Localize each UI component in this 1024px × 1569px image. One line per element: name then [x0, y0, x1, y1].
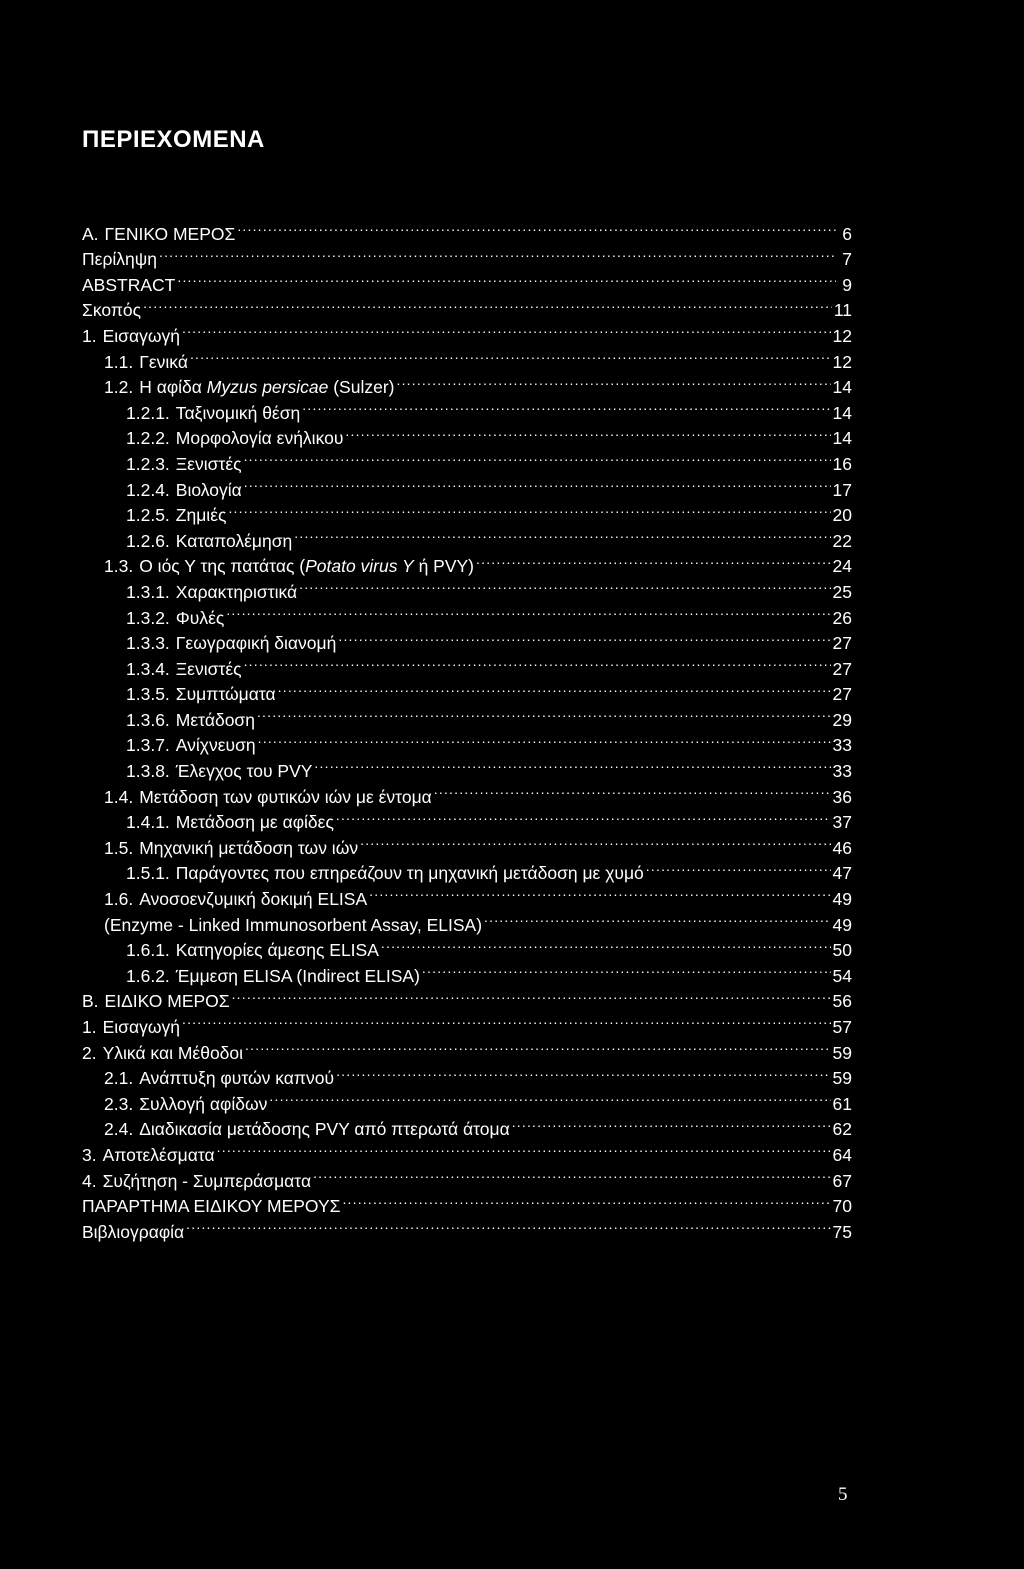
toc-entry-page: 46 — [832, 837, 852, 858]
toc-entry-title-text: Ζημιές — [175, 505, 227, 526]
toc-entry[interactable] — [82, 265, 852, 295]
toc-entry-page: 11 — [833, 300, 852, 321]
toc-entry-number: 1.3.3. — [126, 633, 170, 654]
toc-entry-title — [82, 1143, 215, 1169]
dot-leader — [226, 598, 830, 624]
toc-entry-page: 47 — [832, 863, 852, 884]
toc-entry-title-text: Βιβλιογραφία — [82, 1221, 185, 1242]
toc-entry-page: 50 — [832, 940, 852, 961]
toc-entry-page: 12 — [832, 351, 852, 372]
toc-entry-title-text: Χαρακτηριστικά — [175, 581, 298, 602]
toc-entry-number: 4. — [82, 1170, 97, 1191]
toc-entry-title-text: Ανοσοενζυμική δοκιμή ELISA — [139, 889, 368, 910]
toc-entry[interactable] — [82, 316, 852, 346]
toc-entry-page: 24 — [832, 556, 852, 577]
dot-leader — [294, 521, 830, 547]
dot-leader — [244, 649, 831, 675]
toc-entry-page: 6 — [842, 223, 852, 244]
toc-entry-title-text: ΠΑΡΑΡΤΗΜΑ ΕΙΔΙΚΟΥ ΜΕΡΟΥΣ — [82, 1196, 341, 1217]
toc-entry-title-text: Ανάπτυξη φυτών καπνού — [139, 1068, 335, 1089]
dot-leader — [434, 777, 831, 803]
dot-leader — [396, 368, 830, 394]
dot-leader — [232, 982, 831, 1008]
toc-entry-number: 1.2.5. — [126, 505, 170, 526]
toc-entry-page: 64 — [832, 1144, 852, 1165]
toc-entry[interactable] — [82, 240, 852, 270]
toc-entry-title — [126, 759, 312, 785]
toc-entry-number: 1. — [82, 325, 97, 346]
dot-leader — [422, 956, 831, 982]
toc-entry-title-text: Ανίχνευση — [175, 735, 256, 756]
toc-entry-title-text: Συζήτηση - Συμπεράσματα — [102, 1170, 312, 1191]
toc-entry-number: 2. — [82, 1042, 97, 1063]
toc-entry-title — [82, 324, 180, 350]
dot-leader — [314, 751, 830, 777]
toc-entry-number: 1.3.1. — [126, 581, 170, 602]
toc-entry-number: 1.4. — [104, 786, 134, 807]
toc-entry-page: 62 — [832, 1119, 852, 1140]
toc-entry-title-text: Καταπολέμηση — [175, 530, 293, 551]
toc-entry-title — [104, 836, 358, 862]
toc-entry-title-italic: Potato virus Y — [305, 556, 414, 577]
toc-entry-page: 70 — [832, 1196, 852, 1217]
dot-leader — [177, 265, 836, 291]
toc-entry[interactable] — [82, 1033, 852, 1063]
dot-leader — [381, 931, 831, 957]
toc-entry-title-text: Εισαγωγή — [102, 325, 180, 346]
toc-entry-title-text: Μετάδοση των φυτικών ιών με έντομα — [139, 786, 432, 807]
toc-entry-page: 7 — [842, 249, 852, 270]
dot-leader — [342, 1187, 830, 1213]
page-title: ΠΕΡΙΕΧΟΜΕΝΑ — [82, 126, 265, 153]
toc-entry-title — [82, 1041, 243, 1067]
toc-entry-title — [126, 938, 379, 964]
toc-entry-number: 1.3.2. — [126, 607, 170, 628]
toc-entry-title — [104, 350, 188, 376]
toc-entry-title-text: Ξενιστές — [175, 658, 242, 679]
toc-entry-title — [126, 733, 256, 759]
toc-entry-title — [104, 1092, 267, 1118]
toc-entry-number: 1.3. — [104, 556, 134, 577]
dot-leader — [278, 675, 831, 701]
toc-entry-page: 25 — [832, 581, 852, 602]
toc-entry-page: 49 — [832, 889, 852, 910]
toc-entry-title-text: Μορφολογία ενήλικου — [175, 428, 344, 449]
toc-entry-number: 1.2. — [104, 377, 134, 398]
toc-entry-number: 2.4. — [104, 1119, 134, 1140]
toc-entry-title-text: Γεωγραφική διανομή — [175, 633, 337, 654]
toc-entry-page: 22 — [832, 530, 852, 551]
toc-entry-page: 59 — [832, 1042, 852, 1063]
toc-entry-title-text: ΓΕΝΙΚΟ ΜΕΡΟΣ — [104, 223, 236, 244]
toc-entry-page: 67 — [832, 1170, 852, 1191]
toc-entry[interactable] — [82, 1212, 852, 1242]
toc-entry-page: 33 — [832, 761, 852, 782]
toc-entry-number: 1.3.5. — [126, 684, 170, 705]
toc-entry-number: 3. — [82, 1144, 97, 1165]
toc-entry-number: 1.3.8. — [126, 761, 170, 782]
toc-entry-title-part: (Sulzer) — [328, 377, 395, 398]
toc-entry-number: 1.6.2. — [126, 965, 170, 986]
dot-leader — [646, 854, 831, 880]
toc-entry-title-text: Αποτελέσματα — [102, 1144, 215, 1165]
toc-entry-page: 54 — [832, 965, 852, 986]
toc-entry-title-text: Διαδικασία μετάδοσης PVY από πτερωτά άτομα — [139, 1119, 510, 1140]
toc-entry-title — [104, 887, 367, 913]
toc-entry[interactable] — [82, 291, 852, 321]
dot-leader — [244, 444, 831, 470]
dot-leader — [336, 1059, 830, 1085]
dot-leader — [476, 547, 831, 573]
dot-leader — [338, 624, 830, 650]
toc-entry-title — [126, 810, 334, 836]
dot-leader — [244, 470, 831, 496]
toc-entry-title-text: Μηχανική μετάδοση των ιών — [139, 837, 359, 858]
toc-entry-number: 1.2.6. — [126, 530, 170, 551]
toc-entry-title — [82, 247, 157, 273]
toc-entry-page: 59 — [832, 1068, 852, 1089]
toc-entry-number: Α. — [82, 223, 99, 244]
toc-entry-title-text: Έμμεση ELISA (Indirect ELISA) — [175, 965, 420, 986]
toc-entry-page: 26 — [832, 607, 852, 628]
toc-entry-page: 37 — [832, 812, 852, 833]
toc-entry-number: 1.2.4. — [126, 479, 170, 500]
table-of-contents — [82, 214, 852, 1242]
dot-leader — [143, 291, 832, 317]
dot-leader — [190, 342, 831, 368]
toc-entry-title — [82, 1015, 180, 1041]
toc-entry-number: 1.4.1. — [126, 812, 170, 833]
toc-entry-title — [126, 478, 242, 504]
toc-entry[interactable] — [82, 214, 852, 244]
dot-leader — [299, 572, 830, 598]
toc-entry-title — [126, 401, 300, 427]
toc-entry-number: 1. — [82, 1017, 97, 1037]
toc-entry-title-text: Υλικά και Μέθοδοι — [102, 1042, 244, 1063]
toc-entry-title-text: ΕΙΔΙΚΟ ΜΕΡΟΣ — [104, 991, 230, 1012]
toc-entry-number: Β. — [82, 991, 99, 1012]
toc-entry-title — [126, 682, 276, 708]
toc-entry-number: 1.5. — [104, 837, 134, 858]
toc-entry-title — [82, 298, 141, 324]
toc-entry-number: 1.2.3. — [126, 453, 170, 474]
dot-leader — [369, 879, 830, 905]
toc-entry[interactable] — [82, 368, 852, 398]
page-number: 5 — [838, 1484, 848, 1505]
dot-leader — [302, 393, 830, 419]
toc-entry-page: 14 — [832, 377, 852, 398]
toc-entry-page: 27 — [832, 633, 852, 654]
toc-entry-title-text: ABSTRACT — [82, 274, 176, 295]
toc-entry-title-text: Φυλές — [175, 607, 225, 628]
toc-entry-title-text: Εισαγωγή — [102, 1017, 180, 1037]
toc-entry-title-part: Η αφίδα — [139, 377, 207, 398]
toc-entry-title-text: Γενικά — [139, 351, 188, 372]
dot-leader — [186, 1212, 830, 1238]
toc-entry-page: 9 — [842, 274, 852, 295]
toc-entry-page: 36 — [832, 786, 852, 807]
toc-entry-page: 14 — [832, 428, 852, 449]
toc-entry-page: 56 — [832, 991, 852, 1012]
toc-entry-title-text: Βιολογία — [175, 479, 242, 500]
dot-leader — [182, 316, 831, 342]
toc-entry-page: 33 — [832, 735, 852, 756]
toc-entry-title-text: Έλεγχος του PVY — [175, 761, 313, 782]
dot-leader — [345, 419, 830, 445]
toc-entry-title — [82, 1169, 311, 1195]
toc-entry-page: 61 — [832, 1093, 852, 1114]
toc-entry-title-text: Μετάδοση — [175, 709, 255, 730]
dot-leader — [245, 1033, 830, 1059]
dot-leader — [257, 700, 831, 726]
toc-entry-title-part: Ο ιός Υ της πατάτας ( — [139, 556, 306, 577]
toc-entry-number: 1.3.7. — [126, 735, 170, 756]
toc-entry-number: 2.1. — [104, 1068, 134, 1089]
toc-entry-number: 1.2.1. — [126, 402, 170, 423]
toc-entry[interactable] — [82, 1007, 852, 1037]
dot-leader — [269, 1084, 830, 1110]
toc-entry-title — [82, 1220, 184, 1246]
dot-leader — [217, 1135, 831, 1161]
toc-entry-title — [126, 452, 242, 478]
toc-entry-page: 29 — [832, 709, 852, 730]
toc-entry-title-italic: Myzus persicae — [206, 377, 329, 398]
dot-leader — [182, 1007, 831, 1033]
toc-entry-page: 17 — [832, 479, 852, 500]
toc-entry-number: 2.3. — [104, 1093, 134, 1114]
toc-entry-page: 75 — [832, 1221, 852, 1242]
toc-entry-title-text: Κατηγορίες άμεσης ELISA — [175, 940, 379, 961]
toc-entry-title — [126, 606, 224, 632]
toc-entry-number: 1.1. — [104, 351, 134, 372]
toc-entry-title — [126, 503, 226, 529]
toc-entry-number: 1.6.1. — [126, 940, 170, 961]
toc-entry-title-part: ή PVY) — [413, 556, 475, 577]
toc-entry-title-text: Συμπτώματα — [175, 684, 276, 705]
dot-leader — [512, 1110, 831, 1136]
dot-leader — [484, 905, 831, 931]
toc-entry-page: 27 — [832, 684, 852, 705]
toc-entry-title-text: Περίληψη — [82, 249, 157, 270]
toc-entry-title-text: Συλλογή αφίδων — [139, 1093, 268, 1114]
toc-entry-page: 12 — [832, 325, 852, 346]
dot-leader — [228, 496, 830, 522]
dot-leader — [237, 214, 836, 240]
toc-entry-page: 49 — [832, 914, 852, 935]
dot-leader — [336, 803, 831, 829]
toc-entry-page: 16 — [832, 453, 852, 474]
dot-leader — [258, 726, 831, 752]
toc-entry-page: 20 — [832, 505, 852, 526]
toc-entry-title — [126, 657, 242, 683]
toc-entry-title — [126, 529, 292, 555]
toc-entry-page: 27 — [832, 658, 852, 679]
toc-entry-title-text: Σκοπός — [82, 300, 142, 321]
toc-entry-title-text: Παράγοντες που επηρεάζουν τη μηχανική μετάδοση με χυμό — [175, 863, 644, 884]
toc-entry[interactable] — [82, 342, 852, 372]
toc-entry-number: 1.3.6. — [126, 709, 170, 730]
toc-entry-number: 1.5.1. — [126, 863, 170, 884]
toc-entry-number: 1.6. — [104, 889, 134, 910]
dot-leader — [313, 1161, 830, 1187]
toc-entry-title-text: Ταξινομική θέση — [175, 402, 301, 423]
toc-entry-page: 14 — [832, 402, 852, 423]
dot-leader — [360, 828, 830, 854]
toc-entry-page: 57 — [832, 1017, 852, 1037]
toc-entry-number: 1.2.2. — [126, 428, 170, 449]
toc-entry-title-text: Ξενιστές — [175, 453, 242, 474]
toc-entry-title-text: Μετάδοση με αφίδες — [175, 812, 334, 833]
dot-leader — [159, 240, 836, 266]
toc-entry-title-text: (Enzyme - Linked Immunosorbent Assay, ELISA) — [104, 914, 483, 935]
toc-entry-title — [126, 708, 255, 734]
toc-entry-number: 1.3.4. — [126, 658, 170, 679]
